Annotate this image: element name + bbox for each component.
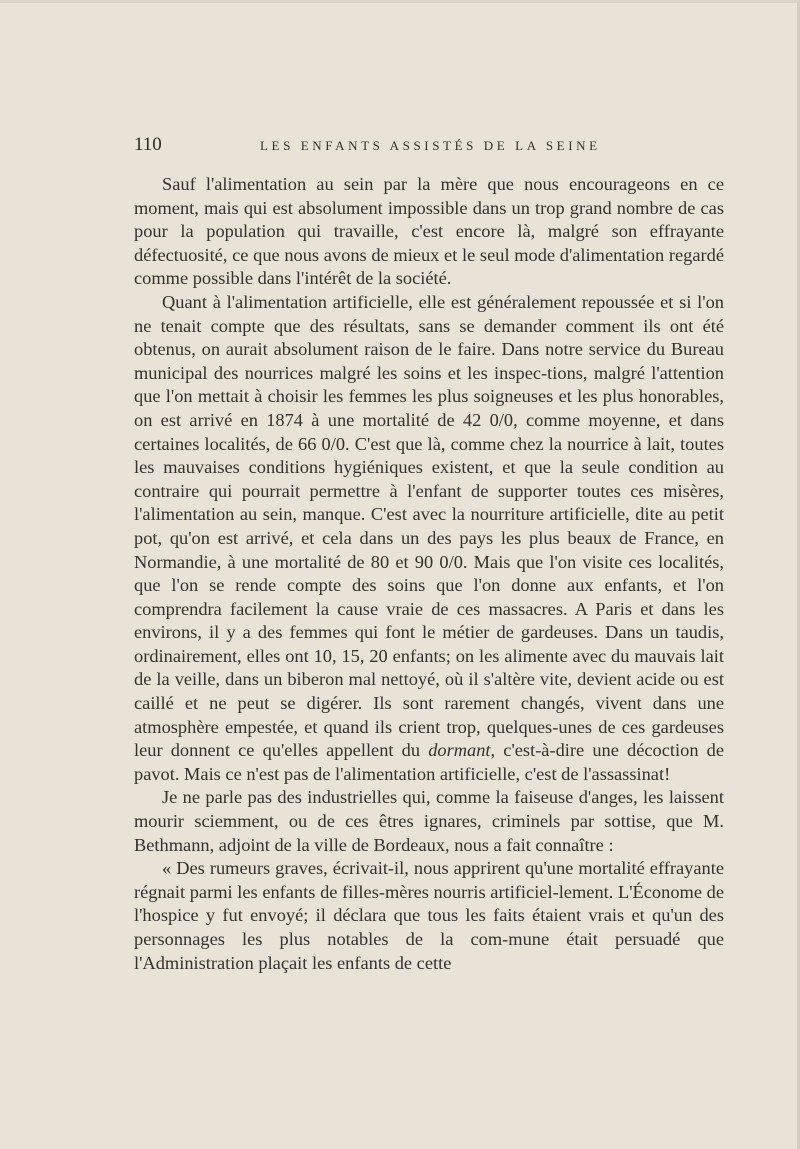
paragraph-3: Je ne parle pas des industrielles qui, comme la faiseuse d'anges, les laissent mourir sciemment, ou de ces êtres ignares, criminels par sottise, que M. Bethmann, adjoint de la ville de Bordeaux, nous a fait connaître :	[134, 787, 724, 855]
running-title: LES ENFANTS ASSISTÉS DE LA SEINE	[260, 138, 601, 153]
paragraph-2	[134, 291, 724, 786]
emphasis-dormant: dormant	[428, 740, 491, 761]
paragraph-4-quote: « Des rumeurs graves, écrivait-il, nous apprirent qu'une mortalité effrayante régnait parmi les enfants de filles-mères nourris artificiel-lement. L'Économe de l'hospice y fut envoyé; il déclara que tous les faits étaient vrais et qu'un des personnages les plus notables de la com-mune était persuadé que l'Administration plaçait les enfants de cette	[134, 858, 724, 973]
paragraph-1: Sauf l'alimentation au sein par la mère que nous encourageons en ce moment, mais qui est absolument impossible dans un trop grand nombre de cas pour la population qui travaille, c'est encore là, malgré son effrayante défectuosité, ce que nous avons de mieux et le seul mode d'alimentation regardé comme possible dans l'intérêt de la société.	[134, 174, 724, 289]
paragraph-2-text-after: , c'est-à-dire une décoction de pavot. Mais ce n'est pas de l'alimentation artificielle, c'est de l'assassinat!	[134, 740, 725, 784]
body-text	[134, 173, 724, 975]
running-head	[134, 134, 724, 160]
paragraph-2-text-before: Quant à l'alimentation artificielle, elle est généralement repoussée et si l'on ne tenait compte que des résultats, sans se demander comment ils ont été obtenus, on aurait absolument raison de le faire. Dans notre service du Bureau municipal des nourrices malgré les soins et les inspec-tions, malgré l'attention que l'on mettait à choisir les femmes les plus soigneuses et les plus honorables, on est arrivé en 1874 à une mortalité de 42 0/0, comme moyenne, et dans certaines localités, de 66 0/0. C'est que là, comme chez la nourrice à lait, toutes les mauvaises conditions hygiéniques existent, et que la seule condition au contraire qui pourrait permettre à l'enfant de supporter toutes ces misères, l'alimentation au sein, manque. C'est avec la nourriture artificielle, dite au petit pot, qu'on est arrivé, et cela dans un des pays les plus beaux de France, en Normandie, à une mortalité de 80 et 90 0/0. Mais que l'on visite ces localités, que l'on se rende compte des soins que l'on donne aux enfants, et l'on comprendra facilement la cause vraie de ces massacres. A Paris et dans les environs, il y a des femmes qui font le métier de gardeuses. Dans un taudis, ordinairement, elles ont 10, 15, 20 enfants; on les alimente avec du mauvais lait de la veille, dans un biberon mal nettoyé, où il s'altère vite, devient acide ou est caillé et ne peut se digérer. Ils sont rarement changés, vivent dans une atmosphère empestée, et quand ils crient trop, quelques-unes de ces gardeuses leur donnent ce qu'elles appellent du	[134, 291, 724, 761]
page-number: 110	[134, 134, 162, 155]
